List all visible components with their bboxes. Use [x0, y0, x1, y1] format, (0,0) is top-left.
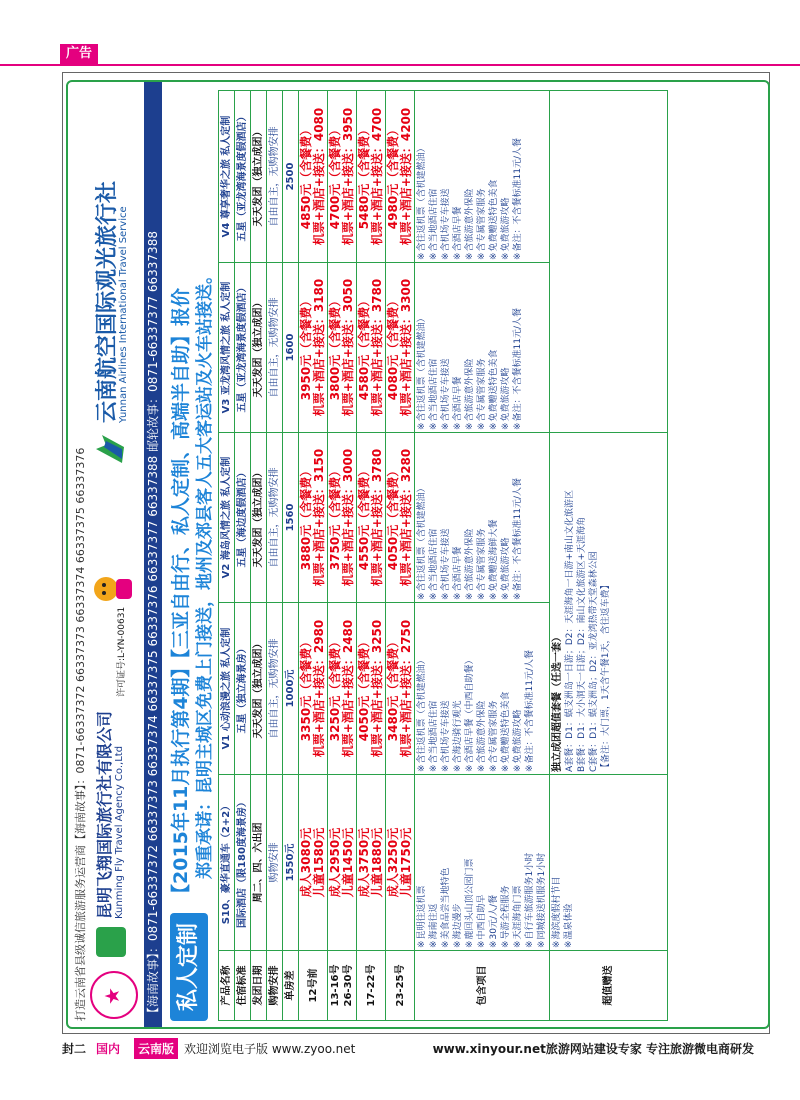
price-b: 儿童1450元	[341, 827, 355, 898]
row-label-single: 单房差	[283, 951, 299, 1021]
include-item: ※ 含往返机票（含机建燃油）	[416, 435, 428, 588]
include-item: ※ 含酒店早餐（中西自助餐）	[464, 605, 476, 760]
cell-price	[299, 91, 328, 263]
include-item: ※ 导游全程服务	[500, 777, 512, 936]
upgrade-option-line: 【备注：大门票，1天含午餐1天，含往返车费】	[601, 580, 611, 772]
cell-hotel: 五星（海边度假酒店）	[235, 433, 251, 603]
row-label-include: 包含项目	[415, 951, 550, 1021]
cell-days: 周二、四、六出团	[251, 775, 267, 951]
include-item: ※ 含专属管家服务	[476, 93, 488, 248]
cell-price	[386, 775, 415, 951]
price-b: 机票+酒店+接送：3000	[341, 448, 355, 587]
row-label-d23: 23-25号	[386, 951, 415, 1021]
price-b: 儿童1580元	[312, 827, 326, 898]
include-item: ※ 含专属管家服务	[488, 605, 500, 760]
include-item: ※ 免费赠送海鲜大餐	[488, 435, 500, 588]
include-v2	[415, 433, 550, 603]
include-item: ※ 含旅游意外保险	[476, 605, 488, 760]
include-item: ※ 免费赠送特色美食	[488, 93, 500, 248]
include-item: ※ 含机场专车接送	[440, 265, 452, 418]
price-b: 机票+酒店+接送：3780	[370, 278, 384, 417]
include-item: ※ 含酒店早餐	[452, 435, 464, 588]
row-label-shop: 购物安排	[267, 951, 283, 1021]
upgrade-option-line: B套餐：D1：大小洞天一日游；D2：南山文化旅游区+天涯海角	[577, 516, 587, 772]
price-b: 机票+酒店+接送：3050	[341, 278, 355, 417]
table-row	[550, 91, 668, 1021]
upgrade-item: ※ 海滨度假村节目	[551, 777, 563, 936]
price-a: 4550元（含餐费）	[357, 464, 371, 571]
price-a: 成人3080元	[299, 827, 313, 898]
include-item: ※ 鹿回头山顶公园门票	[464, 777, 476, 936]
include-v4	[415, 91, 550, 263]
include-item: ※ 含机场专车接送	[440, 435, 452, 588]
cell-shop: 购物安排	[267, 775, 283, 951]
cell-price	[357, 433, 386, 603]
fly-logo-icon	[96, 927, 126, 957]
include-item: ※ 免费旅游攻略	[500, 265, 512, 418]
yunnan-airlines-logo-icon	[92, 431, 128, 467]
cell-hotel: 五星（亚龙湾海景度假酒店）	[235, 91, 251, 263]
price-b: 儿童1880元	[370, 827, 384, 898]
table-row	[267, 91, 283, 1021]
include-s10	[415, 775, 550, 951]
include-item: ※ 天涯海角门票	[512, 777, 524, 936]
include-item: ※ 免费旅游攻略	[512, 605, 524, 760]
include-item: ※ 海南往返	[428, 777, 440, 936]
row-label-d17: 17-22号	[357, 951, 386, 1021]
price-b: 机票+酒店+接送：3250	[370, 619, 384, 758]
phones-bar: 【海南故事】：0871-66337372 66337373 66337374 66337375 66337376 66337377 66337388 邮轮故事：0871-66337377 66337388	[144, 82, 162, 1027]
include-item: ※ 免费旅游攻略	[500, 93, 512, 248]
title-row	[164, 82, 214, 1027]
include-item: ※ 含当地酒店住宿	[428, 265, 440, 418]
col-v2-name: V2 海岛风情之旅 私人定制	[219, 433, 235, 603]
row-label-upgrade: 超值赠送	[550, 951, 668, 1021]
price-a: 3250元（含餐费）	[328, 635, 342, 742]
price-table	[218, 90, 668, 1021]
include-v3	[415, 263, 550, 433]
upgrade-item: ※ 温泉体验	[563, 777, 575, 936]
price-b: 机票+酒店+接送：4080	[312, 107, 326, 246]
price-b: 机票+酒店+接送：3780	[370, 448, 384, 587]
include-item: ※ 昆明往返机票	[416, 777, 428, 936]
price-a: 3480元（含餐费）	[386, 635, 400, 742]
row-label-days: 发团日期	[251, 951, 267, 1021]
price-a: 4050元（含餐费）	[357, 635, 371, 742]
include-item: ※ 含海边骑行观光	[452, 605, 464, 760]
include-item: ※ 含酒店早餐	[452, 93, 464, 248]
cell-price	[328, 775, 357, 951]
price-b: 机票+酒店+接送：2980	[312, 619, 326, 758]
price-b: 机票+酒店+接送：3280	[399, 448, 413, 587]
include-item: ※ 免费赠送特色美食	[488, 265, 500, 418]
price-b: 机票+酒店+接送：4200	[399, 107, 413, 246]
include-item: ※ 含当地酒店住宿	[428, 605, 440, 760]
price-a: 3880元（含餐费）	[299, 464, 313, 571]
price-a: 3800元（含餐费）	[328, 294, 342, 401]
cell-hotel: 五星（亚龙湾海景度假酒店）	[235, 263, 251, 433]
price-a: 3750元（含餐费）	[328, 464, 342, 571]
cell-single: 1000元	[283, 603, 299, 775]
cell-price	[328, 91, 357, 263]
include-item: ※ 含旅游意外保险	[464, 435, 476, 588]
cell-shop: 自由自主，无购物安排	[267, 91, 283, 263]
fly-company-en: Kunming Fly Travel Agency Co.,Ltd	[114, 745, 125, 919]
cell-price	[299, 433, 328, 603]
footer-section: 国内	[96, 1042, 121, 1056]
yunnan-company-name: 云南航空国际观光旅行社	[95, 180, 120, 423]
ad-tag: 广告	[60, 44, 98, 64]
price-b: 机票+酒店+接送：2750	[399, 619, 413, 758]
row-label-product: 产品名称	[219, 951, 235, 1021]
price-b: 儿童1750元	[399, 827, 413, 898]
price-a: 成人2950元	[328, 827, 342, 898]
col-v1-name: V1 心动浪漫之旅 私人定制	[219, 603, 235, 775]
table-row	[235, 91, 251, 1021]
cell-single: 2500	[283, 91, 299, 263]
cell-price	[357, 775, 386, 951]
include-item: ※ 备注：不含餐标准11元/人餐	[512, 93, 524, 248]
include-item: ※ 免费赠送特色美食	[500, 605, 512, 760]
footer	[0, 1038, 800, 1058]
price-b: 机票+酒店+接送：4700	[370, 107, 384, 246]
row-label-hotel: 住宿标准	[235, 951, 251, 1021]
footer-welcome: 欢迎浏览电子版 www.zyoo.net	[184, 1042, 356, 1056]
cell-days: 天天发团（独立成团）	[251, 91, 267, 263]
footer-edition: 云南版	[134, 1038, 178, 1059]
table-row	[299, 91, 328, 1021]
row-label-d13: 13-16号 26-30号	[328, 951, 357, 1021]
cell-price	[386, 433, 415, 603]
price-b: 机票+酒店+接送：3300	[399, 278, 413, 417]
upgrade-options	[550, 433, 668, 775]
include-item: ※ 免费旅游攻略	[500, 435, 512, 588]
include-item: ※ 备注：不含餐标准11元/人餐	[512, 435, 524, 588]
price-a: 成人3250元	[386, 827, 400, 898]
cell-hotel: 国际酒店（限180度海景房）	[235, 775, 251, 951]
table-row	[219, 91, 235, 1021]
cell-days: 天天发团（独立成团）	[251, 433, 267, 603]
table-row	[283, 91, 299, 1021]
price-a: 成人3750元	[357, 827, 371, 898]
include-item: ※ 含往返机票（含机建燃油）	[416, 605, 428, 760]
table-row	[386, 91, 415, 1021]
col-s10-name: S10、豪华直通车（2+2）	[219, 775, 235, 951]
cell-price	[386, 263, 415, 433]
award-logo-icon	[90, 971, 138, 1019]
table-row	[415, 91, 550, 1021]
price-b: 机票+酒店+接送：3180	[312, 278, 326, 417]
fly-company-name: 昆明飞翔国际旅行社有限公司	[95, 710, 114, 919]
logo-row	[88, 82, 142, 1027]
cell-price	[386, 91, 415, 263]
upgrade-s10	[550, 775, 668, 951]
cell-hotel: 五星（独立海景房）	[235, 603, 251, 775]
cell-single: 1560	[283, 433, 299, 603]
cell-days: 天天发团（独立成团）	[251, 263, 267, 433]
footer-page: 封二	[62, 1042, 87, 1056]
title-main: 【2015年11月执行第4期】【三亚自由行、私人定制、高端半自助】报价	[170, 287, 192, 903]
price-a: 4050元（含餐费）	[386, 464, 400, 571]
footer-right: www.xinyour.net旅游网站建设专家 专注旅游微电商研发	[432, 1042, 754, 1056]
slogan: 打造云南省县级诚信旅游服务运营商【海南故事】：0871-66337372 66337373 66337374 66337375 66337376	[74, 447, 87, 1021]
price-a: 3350元（含餐费）	[299, 635, 313, 742]
include-item: ※ 自行车旅游服务1小时	[524, 777, 536, 936]
include-item: ※ 含机场专车接送	[440, 93, 452, 248]
include-item: ※ 中西自助早	[476, 777, 488, 936]
price-b: 机票+酒店+接送：3950	[341, 107, 355, 246]
include-item: ※ 含机场专车接送	[440, 605, 452, 760]
include-item: ※ 含专属管家服务	[476, 435, 488, 588]
cell-shop: 自由自主，无购物安排	[267, 603, 283, 775]
cell-price	[357, 263, 386, 433]
upgrade-blank	[550, 91, 668, 433]
yunnan-company-en: Yunnan Airlines International Travel Service	[118, 206, 129, 423]
cell-shop: 自由自主，无购物安排	[267, 263, 283, 433]
cell-price	[328, 433, 357, 603]
cell-single: 1550元	[283, 775, 299, 951]
include-item: ※ 含酒店早餐	[452, 265, 464, 418]
include-v1	[415, 603, 550, 775]
cell-price	[328, 263, 357, 433]
include-item: ※ 含当地酒店住宿	[428, 93, 440, 248]
include-item: ※ 海边漫步	[452, 777, 464, 936]
include-item: ※ 备注：不含餐标准11元/人餐	[524, 605, 536, 760]
cell-price	[299, 263, 328, 433]
include-item: ※ 同城接送机服务1小时	[536, 777, 548, 936]
cell-price	[328, 603, 357, 775]
cell-price	[357, 603, 386, 775]
price-a: 5480元（含餐费）	[357, 123, 371, 230]
fly-license: 许可证号:L-YN-00631	[117, 606, 127, 697]
price-a: 4080元（含餐费）	[386, 294, 400, 401]
include-item: ※ 含往返机票（含机建燃油）	[416, 93, 428, 248]
header-divider	[0, 64, 800, 66]
cell-price	[299, 603, 328, 775]
table-row	[357, 91, 386, 1021]
include-item: ※ 备注：不含餐标准11元/人餐	[512, 265, 524, 418]
price-b: 机票+酒店+接送：2480	[341, 619, 355, 758]
cell-price	[299, 775, 328, 951]
include-item: ※ 含往返机票（含机建燃油）	[416, 265, 428, 418]
include-item: ※ 含旅游意外保险	[464, 93, 476, 248]
cell-shop: 自由自主，无购物安排	[267, 433, 283, 603]
col-v4-name: V4 尊享奢华之旅 私人定制	[219, 91, 235, 263]
cell-price	[386, 603, 415, 775]
price-a: 4700元（含餐费）	[328, 123, 342, 230]
price-a: 4850元（含餐费）	[299, 123, 313, 230]
upgrade-options-title: 独立成团超值套餐（任选一套）	[552, 632, 563, 772]
price-b: 机票+酒店+接送：3150	[312, 448, 326, 587]
upgrade-option-line: A套餐：D1：蜈支洲岛一日游；D2：天涯海角一日游+南山文化旅游区	[565, 489, 575, 772]
cell-days: 天天发团（独立成团）	[251, 603, 267, 775]
rotated-content	[68, 82, 768, 1027]
price-a: 4580元（含餐费）	[357, 294, 371, 401]
include-item: ※ 30元/人/餐	[488, 777, 500, 936]
row-label-d12: 12号前	[299, 951, 328, 1021]
table-row	[328, 91, 357, 1021]
include-item: ※ 美食品尝当地特色	[440, 777, 452, 936]
include-item: ※ 含当地酒店住宿	[428, 435, 440, 588]
cell-single: 1600	[283, 263, 299, 433]
mascot-icon	[90, 569, 136, 609]
col-v3-name: V3 亚龙湾风情之旅 私人定制	[219, 263, 235, 433]
include-item: ※ 含专属管家服务	[476, 265, 488, 418]
price-a: 3950元（含餐费）	[299, 294, 313, 401]
table-row	[251, 91, 267, 1021]
cell-price	[357, 91, 386, 263]
include-item: ※ 含旅游意外保险	[464, 265, 476, 418]
upgrade-option-line: C套餐：D1：蜈支洲岛；D2：亚龙湾热带天堂森林公园	[589, 551, 599, 772]
ad-card	[66, 80, 770, 1029]
price-a: 4980元（含餐费）	[386, 123, 400, 230]
title-promise: 郑重承诺：昆明主城区免费上门接送，地州及郊县客人五大客运站及火车站接送。	[195, 267, 215, 879]
private-custom-badge: 私人定制	[170, 913, 208, 1021]
